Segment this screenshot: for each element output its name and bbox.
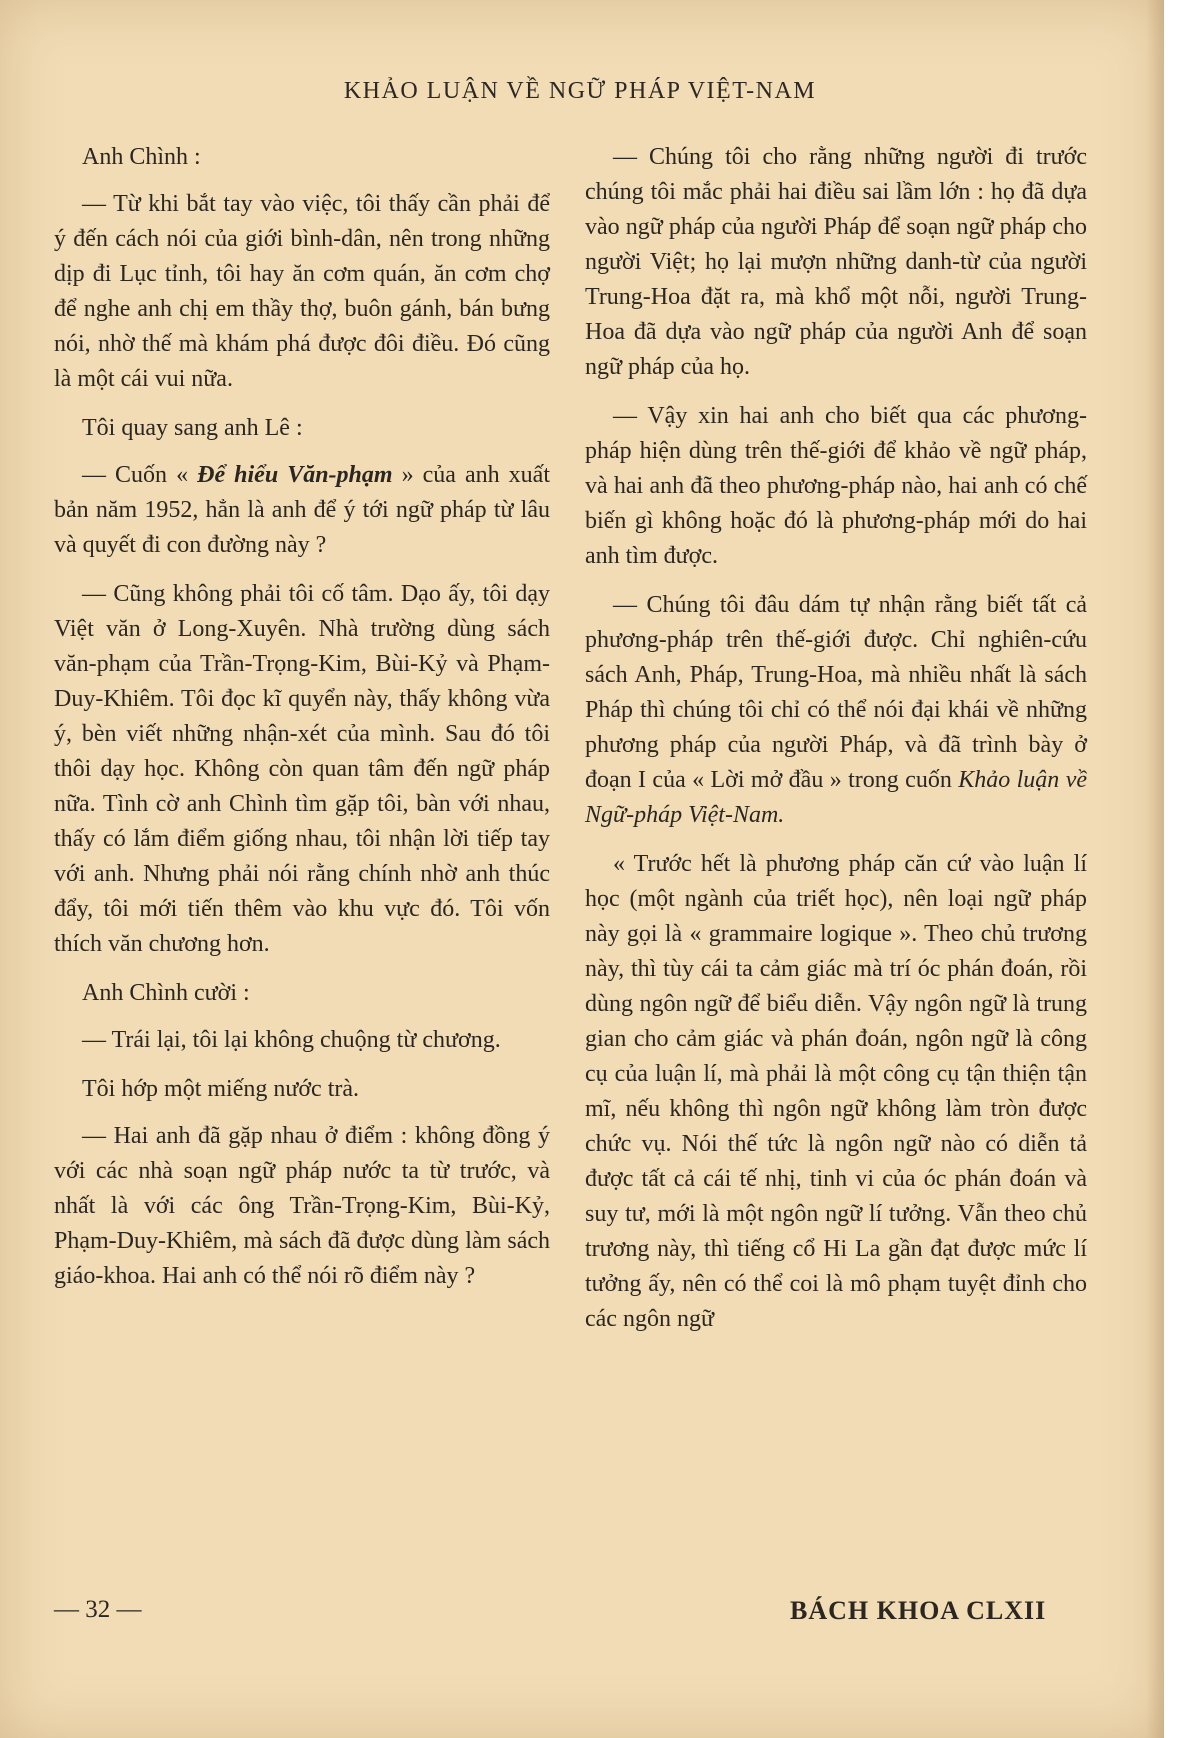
paragraph: — Chúng tôi cho rằng những người đi trước chúng tôi mắc phải hai điều sai lầm lớn : họ đã dựa vào ngữ pháp của người Pháp để soạn ngữ pháp cho người Việt; họ lại mượn những danh-từ của người Trung-Hoa đặt ra, mà khổ một nỗi, người Trung-Hoa đã dựa vào ngữ pháp của người Anh để soạn ngữ pháp của họ. [585,144,1087,380]
page-number: — 32 — [54,1596,142,1623]
narration-line: Anh Chình cười : [82,980,250,1006]
paragraph: « Trước hết là phương pháp căn cứ vào luận lí học (một ngành của triết học), nên loại ngữ pháp này gọi là « grammaire logique ». Theo chủ trương này, thì tùy cái ta cảm giác mà trí óc phán đoán, rồi dùng ngôn ngữ để biểu diễn. Vậy ngôn ngữ là trung gian cho cảm giác và phán đoán, ngôn ngữ là công cụ của luận lí, mà phải là một công cụ tận thiện tận mĩ, nếu không thì ngôn ngữ không làm tròn được chức vụ. Nói thế tức là ngôn ngữ nào có diễn tả được tất cả cái tế nhị, tinh vi của óc phán đoán và suy tư, mới là một ngôn ngữ lí tưởng. Vẫn theo chủ trương này, thì tiếng cổ Hi La gần đạt được mức lí tưởng ấy, nên có thể coi là mô phạm tuyệt đỉnh cho các ngôn ngữ [585,851,1087,1332]
running-header: KHẢO LUẬN VỀ NGỮ PHÁP VIỆT-NAM [343,78,817,104]
paragraph: — Cũng không phải tôi cố tâm. Dạo ấy, tôi dạy Việt văn ở Long-Xuyên. Nhà trường dùng sách văn-phạm của Trần-Trọng-Kim, Bùi-Kỷ và Phạm-Duy-Khiêm. Tôi đọc kĩ quyển này, thấy không vừa ý, bèn viết những nhận-xét của mình. Sau đó tôi thôi dạy học. Không còn quan tâm đến ngữ pháp nữa. Tình cờ anh Chình tìm gặp tôi, bàn với nhau, thấy có lắm điểm giống nhau, tôi nhận lời tiếp tay với anh. Nhưng phải nói rằng chính nhờ anh thúc đẩy, tôi mới tiến thêm vào khu vực đó. Tôi vốn thích văn chương hơn. [54,581,550,957]
book-title-italic: Khảo luận về Ngữ-pháp Việt-Nam. [585,767,1088,828]
text-after-title: » của anh xuất bản năm 1952, hẳn là anh để ý tới ngữ pháp từ lâu và quyết đi con đường này ? [54,462,550,558]
paragraph-with-title [585,588,1087,833]
narration-line: Tôi hớp một miếng nước trà. [82,1076,360,1102]
paragraph: — Vậy xin hai anh cho biết qua các phương-pháp hiện dùng trên thế-giới để khảo về ngữ pháp, và hai anh đã theo phương-pháp nào, hai anh có chế biến gì không hoặc đó là phương-pháp mới do hai anh tìm được. [585,403,1087,569]
magazine-issue: BÁCH KHOA CLXII [790,1596,1047,1625]
narration-line: Tôi quay sang anh Lê : [82,415,303,441]
text-before-title: — Cuốn « [82,462,198,488]
paragraph: — Trái lại, tôi lại không chuộng từ chương. [82,1027,501,1053]
page-edge-shadow [1146,0,1164,1738]
paragraph: — Hai anh đã gặp nhau ở điểm : không đồng ý với các nhà soạn ngữ pháp nước ta từ trước, và nhất là với các ông Trần-Trọng-Kim, Bùi-Kỷ, Phạm-Duy-Khiêm, mà sách đã được dùng làm sách giáo-khoa. Hai anh có thể nói rõ điểm này ? [54,1123,550,1289]
speaker-label: Anh Chình : [82,144,201,170]
book-title-italic: Để hiểu Văn-phạm [197,462,393,488]
right-column [585,140,1087,1351]
left-column [54,140,550,1308]
text-before-title: — Chúng tôi đâu dám tự nhận rằng biết tất cả phương-pháp trên thế-giới được. Chỉ nghiên-cứu sách Anh, Pháp, Trung-Hoa, mà nhiều nhất là sách Pháp thì chúng tôi chỉ có thể nói đại khái về những phương pháp của người Pháp, và đã trình bày ở đoạn I của « Lời mở đầu » trong cuốn [585,592,1087,793]
paragraph: — Từ khi bắt tay vào việc, tôi thấy cần phải để ý đến cách nói của giới bình-dân, nên trong những dịp đi Lục tỉnh, tôi hay ăn cơm quán, ăn cơm chợ để nghe anh chị em thầy thợ, buôn gánh, bán bưng nói, nhờ thế mà khám phá được đôi điều. Đó cũng là một cái vui nữa. [54,191,550,392]
paragraph-with-title [54,458,550,563]
